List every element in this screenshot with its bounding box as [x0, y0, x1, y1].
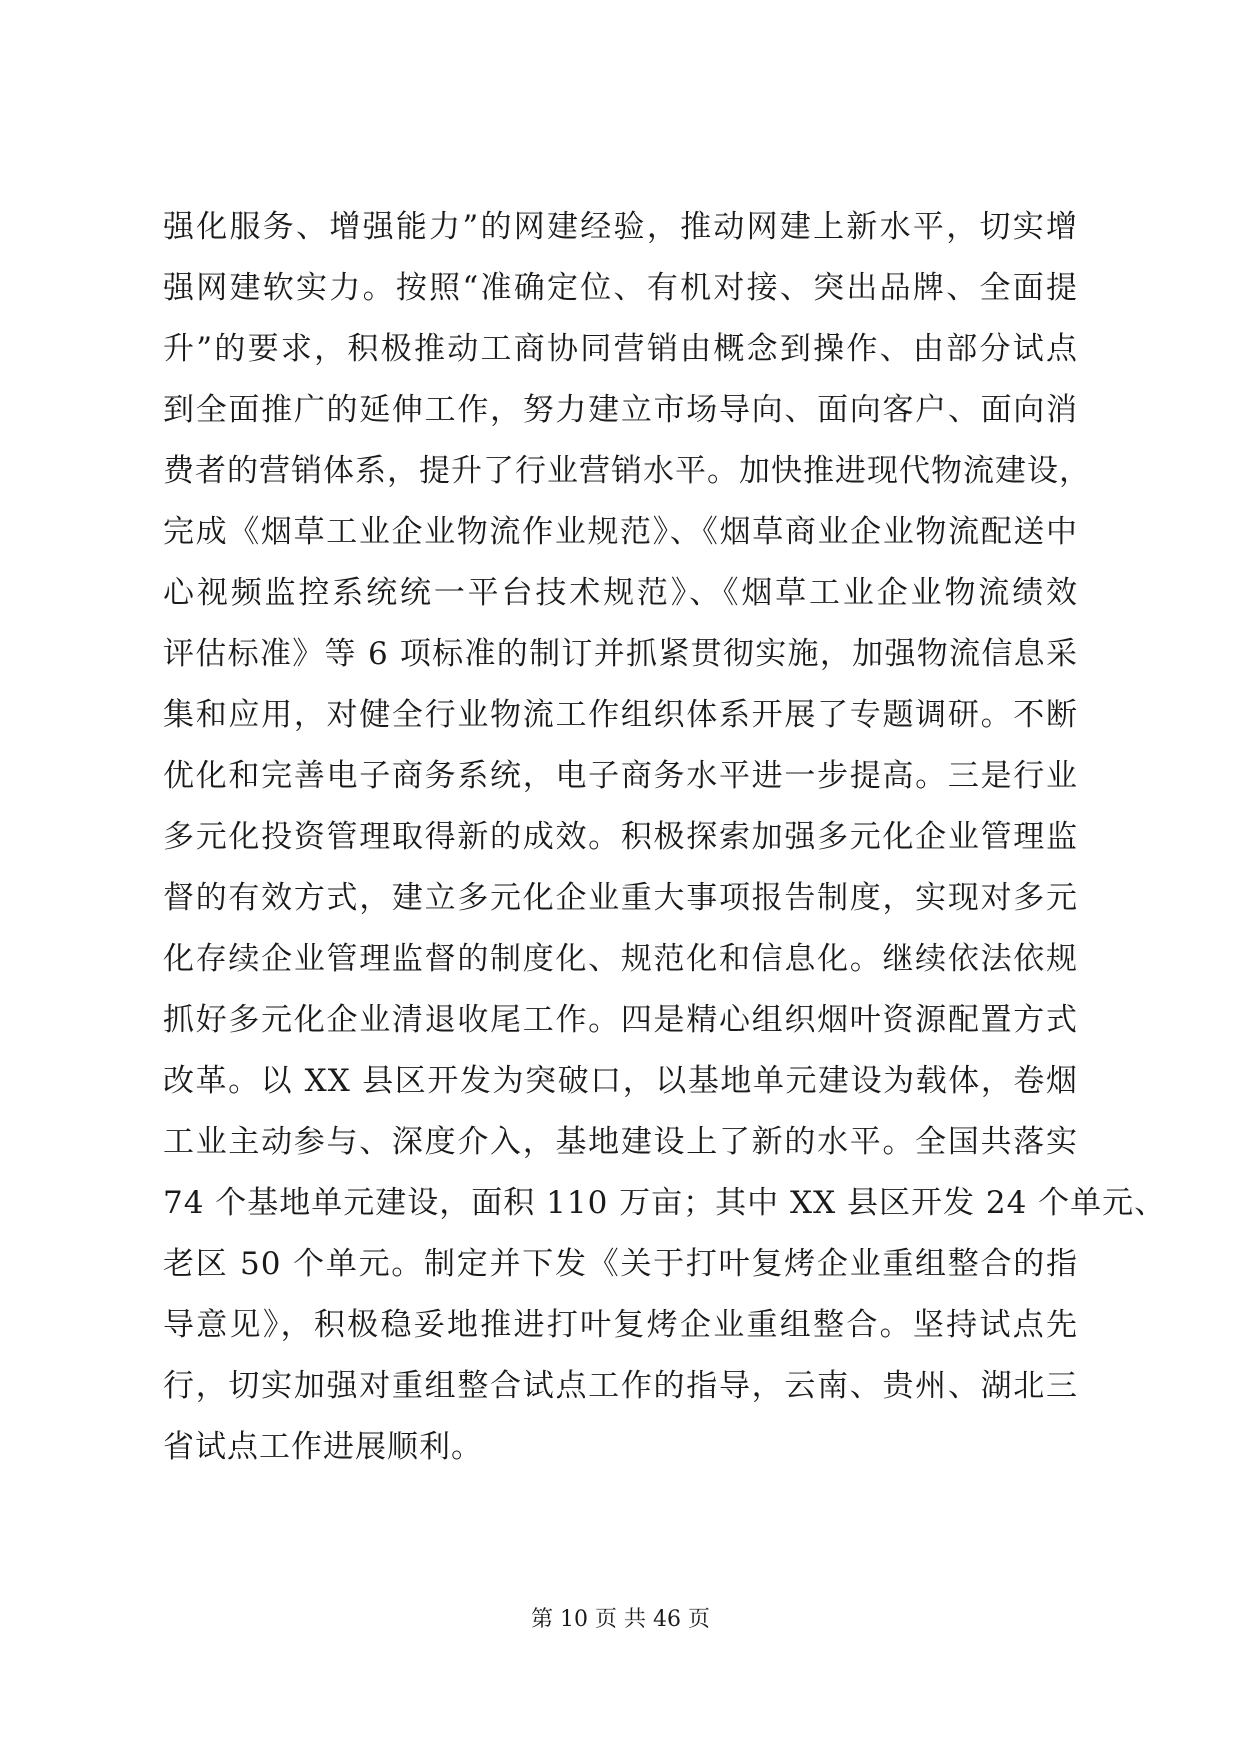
text-line: 升”的要求，积极推动工商协同营销由概念到操作、由部分试点 [163, 331, 1078, 367]
text-line: 到全面推广的延伸工作，努力建立市场导向、面向客户、面向消 [163, 392, 1078, 428]
text-line: 工业主动参与、深度介入，基地建设上了新的水平。全国共落实 [163, 1124, 1078, 1160]
text-line: 抓好多元化企业清退收尾工作。四是精心组织烟叶资源配置方式 [163, 1002, 1078, 1038]
text-line: 完成《烟草工业企业物流作业规范》、《烟草商业企业物流配送中 [163, 514, 1078, 550]
text-line: 行，切实加强对重组整合试点工作的指导，云南、贵州、湖北三 [163, 1368, 1078, 1404]
text-line: 强网建软实力。按照“准确定位、有机对接、突出品牌、全面提 [163, 270, 1078, 306]
text-line: 多元化投资管理取得新的成效。积极探索加强多元化企业管理监 [163, 819, 1078, 855]
text-line: 导意见》，积极稳妥地推进打叶复烤企业重组整合。坚持试点先 [163, 1307, 1078, 1343]
text-line: 心视频监控系统统一平台技术规范》、《烟草工业企业物流绩效 [163, 575, 1078, 611]
text-line: 督的有效方式，建立多元化企业重大事项报告制度，实现对多元 [163, 880, 1078, 916]
page-number-footer: 第 10 页 共 46 页 [531, 1607, 710, 1632]
text-line: 改革。以 XX 县区开发为突破口，以基地单元建设为载体，卷烟 [163, 1063, 1078, 1099]
text-line: 优化和完善电子商务系统，电子商务水平进一步提高。三是行业 [163, 758, 1078, 794]
text-line: 费者的营销体系，提升了行业营销水平。加快推进现代物流建设， [163, 453, 1091, 489]
text-line: 老区 50 个单元。制定并下发《关于打叶复烤企业重组整合的指 [163, 1246, 1078, 1282]
text-line: 化存续企业管理监督的制度化、规范化和信息化。继续依法依规 [163, 941, 1078, 977]
text-line: 集和应用，对健全行业物流工作组织体系开展了专题调研。不断 [163, 697, 1078, 733]
text-line: 省试点工作进展顺利。 [163, 1429, 483, 1465]
text-line: 74 个基地单元建设，面积 110 万亩；其中 XX 县区开发 24 个单元、 [163, 1185, 1167, 1221]
text-line: 评估标准》等 6 项标准的制订并抓紧贯彻实施，加强物流信息采 [163, 636, 1078, 672]
body-paragraph [163, 197, 1167, 1478]
text-line: 强化服务、增强能力”的网建经验，推动网建上新水平，切实增 [163, 209, 1078, 245]
